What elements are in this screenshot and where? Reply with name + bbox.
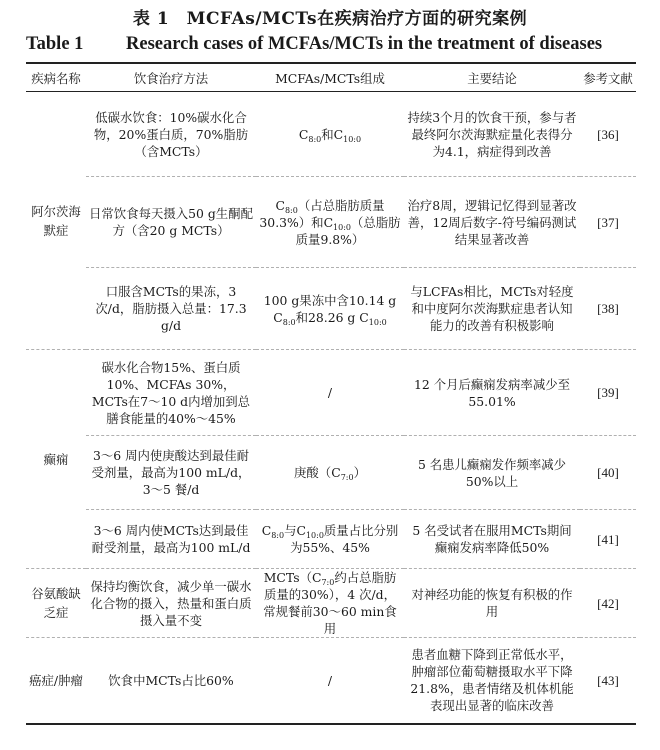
header-composition: MCFAs/MCTs组成 [275,70,385,86]
reference-cell: [39] [580,350,636,436]
table-row [26,569,636,638]
method-cell: 碳水化合物15%、蛋白质10%、MCFAs 30%，MCTs在7～10 d内增加到总膳食能量的40%～45% [86,350,256,436]
conclusion-cell: 与LCFAs相比，MCTs对轻度和中度阿尔茨海默症患者认知能力的改善有积极影响 [404,268,580,350]
conclusion-cell: 5 名患儿癫痫发作频率减少50%以上 [404,436,580,510]
disease-cell: 阿尔茨海默症 [31,203,81,238]
composition-cell: 庚酸$(C_{7:0})$ [256,436,404,510]
table-title-text: Research cases of MCFAs/MCTs in the treatment of diseases [126,34,603,54]
method-cell: 3～6 周内使MCTs达到最佳耐受剂量，最高为100 mL/d [86,510,256,569]
conclusion-cell: 治疗8周，逻辑记忆得到显著改善，12周后数字-符号编码测试结果显著改善 [404,177,580,268]
composition-cell: / [256,350,404,436]
table-title-zh: 表 1 MCFAs/MCTs在疾病治疗方面的研究案例 [132,9,528,29]
method-cell: 保持均衡饮食，减少单一碳水化合物的摄入，热量和蛋白质摄入量不变 [86,569,256,638]
conclusion-cell: 持续3个月的饮食干预，参与者最终阿尔茨海默症量化表得分为4.1，病症得到改善 [407,109,577,159]
table-row [26,638,636,724]
method-cell: 低碳水饮食：10%碳水化合物，20%蛋白质，70%脂肪（含MCTs） [93,109,249,159]
header-row [26,63,636,92]
disease-cell: 癫痫 [26,350,86,569]
composition-cell: / [256,638,404,724]
table-row [26,510,636,569]
header-conclusion: 主要结论 [467,70,517,86]
reference-cell: [42] [580,569,636,638]
conclusion-cell: 12 个月后癫痫发病率减少至55.01% [404,350,580,436]
method-cell: 3～6 周内使庚酸达到最佳耐受剂量，最高为100 mL/d，3～5 餐/d [86,436,256,510]
composition-cell: $MCTs(C_{7:0}$约占总脂肪质量的30%），4 次/d，常规餐前30～60 min食用 [256,569,404,638]
header-method: 饮食治疗方法 [133,70,209,86]
method-cell: 饮食中MCTs占比60% [86,638,256,724]
table-row [26,92,636,177]
reference-cell: [41] [580,510,636,569]
reference-cell: [40] [580,436,636,510]
header-disease: 疾病名称 [31,70,81,86]
table-number-label: Table 1 [26,34,84,54]
research-cases-table [26,62,636,725]
composition-cell: $C_{8:0}$（占总脂肪质量30.3%）和$C_{10:0}$（总脂肪质量9.8%） [256,177,404,268]
table-row [26,350,636,436]
header-reference: 参考文献 [583,70,633,86]
composition-cell: $C_{8:0}$与$C_{10:0}$质量占比分别为55%、45% [256,510,404,569]
reference-cell: [43] [580,638,636,724]
disease-cell: 癌症/肿瘤 [26,638,86,724]
reference-cell: [36] [597,126,619,142]
table-row [26,177,636,268]
reference-cell: [38] [580,268,636,350]
reference-cell: [37] [580,177,636,268]
method-cell: 日常饮食每天摄入50 g生酮配方（含20 g MCTs） [86,177,256,268]
conclusion-cell: 5 名受试者在服用MCTs期间癫痫发病率降低50% [404,510,580,569]
conclusion-cell: 对神经功能的恢复有积极的作用 [404,569,580,638]
table-row [26,268,636,350]
table-title-en [26,34,642,55]
conclusion-cell: 患者血糖下降到正常低水平，肿瘤部位葡萄糖摄取水平下降21.8%，患者情绪及机体机能表现出显著的临床改善 [404,638,580,724]
composition-cell: 100 g果冻中含10.14 g $C_{8:0}$和28.26 g $C_{10:0}$ [256,268,404,350]
method-cell: 口服含MCTs的果冻，3 次/d，脂肪摄入总量：17.3 g/d [86,268,256,350]
disease-cell: 谷氨酸缺乏症 [26,569,86,638]
composition-cell: $C_{8:0}$和$C_{10:0}$ [298,126,362,144]
table-row [26,436,636,510]
